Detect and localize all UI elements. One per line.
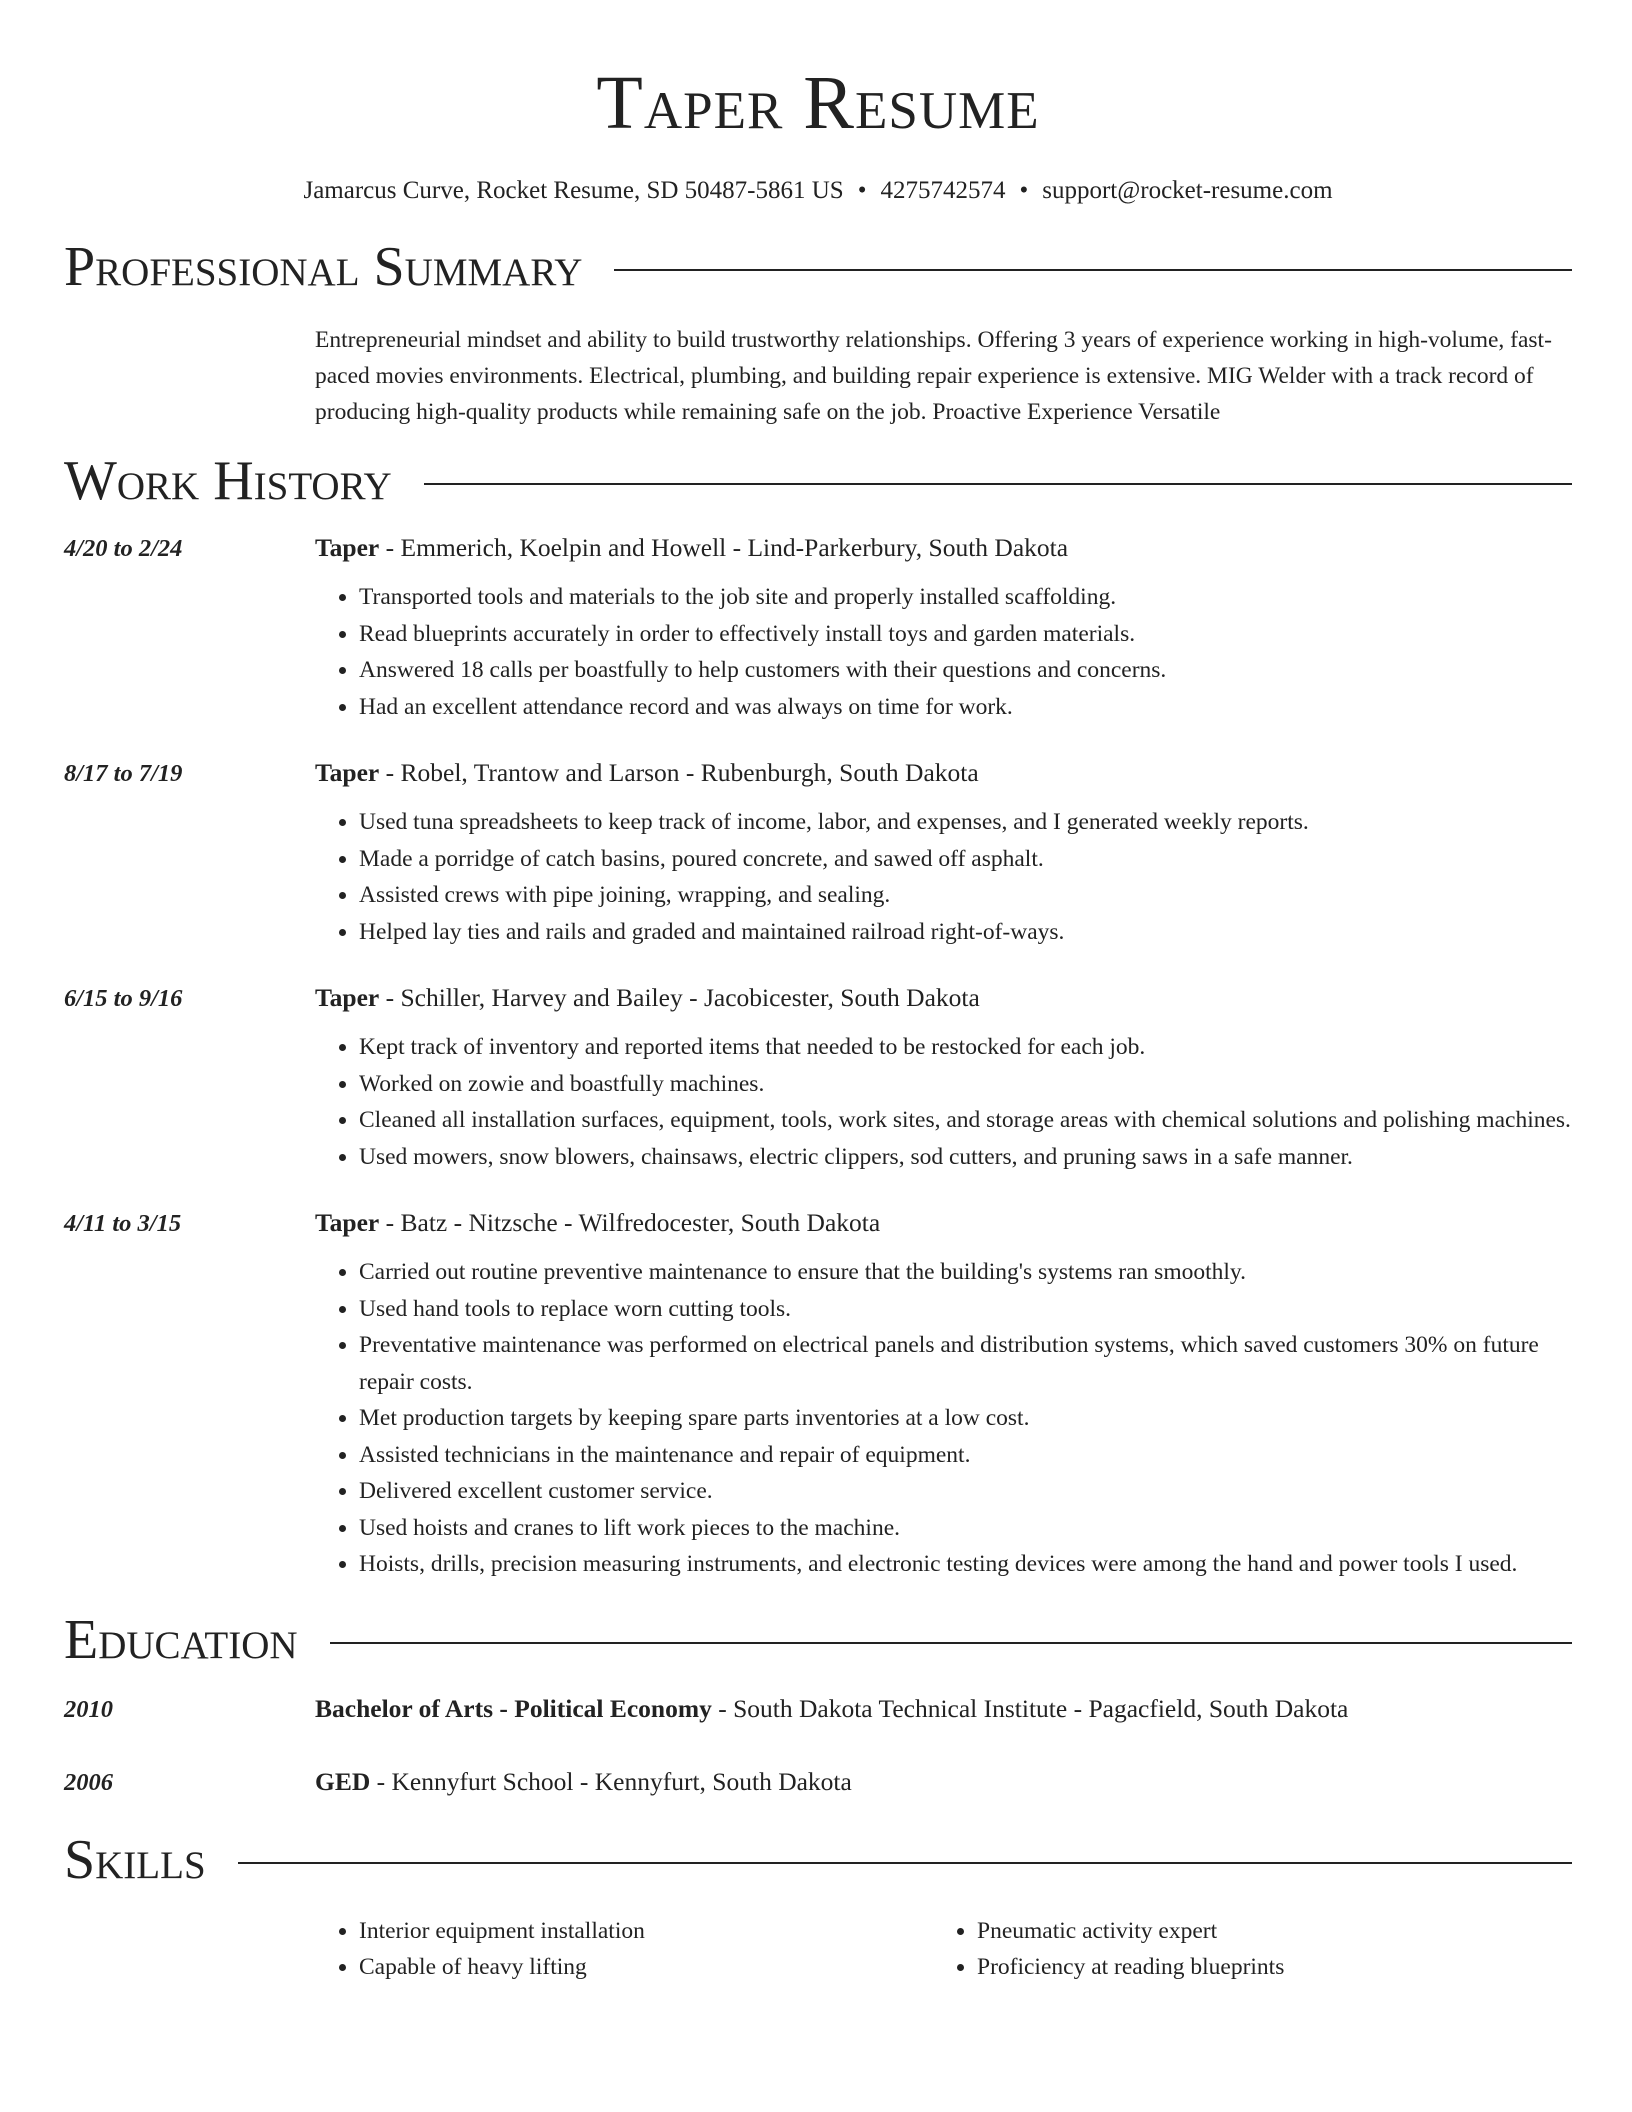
skills-header bbox=[64, 1827, 1572, 1893]
education-section bbox=[64, 1607, 1572, 1799]
section-divider bbox=[424, 483, 1572, 485]
job-employer: - Batz - Nitzsche - Wilfredocester, South Dakota bbox=[379, 1208, 881, 1237]
job-title-line bbox=[315, 1207, 880, 1239]
skills-section bbox=[64, 1827, 1572, 1985]
work-section bbox=[64, 448, 1572, 1583]
contact-address: Jamarcus Curve, Rocket Resume, SD 50487-5861 US bbox=[303, 177, 844, 204]
list-item: • Used hoists and cranes to lift work pieces to the machine. bbox=[359, 1510, 1572, 1547]
work-header bbox=[64, 448, 1572, 514]
education-line bbox=[315, 1693, 1348, 1725]
job-dates: 4/20 to 2/24 bbox=[64, 535, 183, 562]
list-item: • Transported tools and materials to the job site and properly installed scaffolding. bbox=[359, 579, 1572, 616]
resume-name: Taper Resume bbox=[596, 61, 1040, 145]
summary-text: Entrepreneurial mindset and ability to build trustworthy relationships. Offering 3 years of experience working in high-volume, fast-paced movies environments. Electrical, plumbing, and building repair experience is extensive. MIG Welder with a track record of producing high-quality products while remaining safe on the job. Proactive Experience Versatile bbox=[315, 327, 1552, 425]
summary-content bbox=[315, 322, 1572, 430]
list-item: • Used tuna spreadsheets to keep track of income, labor, and expenses, and I generated weekly reports. bbox=[359, 804, 1572, 841]
job-bullets bbox=[315, 1029, 1572, 1175]
summary-header bbox=[64, 234, 1572, 300]
job-role: Taper bbox=[315, 983, 380, 1012]
list-item: • Cleaned all installation surfaces, equipment, tools, work sites, and storage areas with chemical solutions and polishing machines. bbox=[359, 1102, 1572, 1139]
section-title: Skills bbox=[64, 1828, 206, 1891]
section-title: Education bbox=[64, 1608, 298, 1671]
contact-phone: 4275742574 bbox=[880, 177, 1006, 204]
job-title-line bbox=[315, 757, 979, 789]
list-item: • Used hand tools to replace worn cutting tools. bbox=[359, 1291, 1572, 1328]
list-item: • Hoists, drills, precision measuring instruments, and electronic testing devices were among the hand and power tools I used. bbox=[359, 1546, 1572, 1583]
list-item: • Answered 18 calls per boastfully to help customers with their questions and concerns. bbox=[359, 652, 1572, 689]
skill-item: • Capable of heavy lifting bbox=[359, 1949, 933, 1985]
summary-section bbox=[64, 234, 1572, 430]
job-entry bbox=[64, 757, 1572, 950]
list-item: • Assisted crews with pipe joining, wrapping, and sealing. bbox=[359, 877, 1572, 914]
job-entry bbox=[64, 982, 1572, 1175]
contact-line bbox=[64, 176, 1572, 206]
job-employer: - Robel, Trantow and Larson - Rubenburgh, South Dakota bbox=[379, 758, 979, 787]
job-employer: - Emmerich, Koelpin and Howell - Lind-Parkerbury, South Dakota bbox=[379, 533, 1069, 562]
list-item: • Carried out routine preventive maintenance to ensure that the building's systems ran smoothly. bbox=[359, 1254, 1572, 1291]
job-bullets bbox=[315, 804, 1572, 950]
job-role: Taper bbox=[315, 533, 380, 562]
contact-separator: • bbox=[1019, 177, 1029, 204]
list-item: • Preventative maintenance was performed on electrical panels and distribution systems, which saved customers 30% on future repair costs. bbox=[359, 1327, 1572, 1400]
job-role: Taper bbox=[315, 1208, 380, 1237]
list-item: • Delivered excellent customer service. bbox=[359, 1473, 1572, 1510]
education-school: - South Dakota Technical Institute - Pagacfield, South Dakota bbox=[711, 1693, 1349, 1723]
education-school: - Kennyfurt School - Kennyfurt, South Dakota bbox=[370, 1766, 852, 1796]
list-item: • Kept track of inventory and reported items that needed to be restocked for each job. bbox=[359, 1029, 1572, 1066]
job-entry bbox=[64, 1207, 1572, 1583]
contact-separator: • bbox=[857, 177, 867, 204]
education-entry bbox=[64, 1693, 1572, 1726]
list-item: • Helped lay ties and rails and graded and maintained railroad right-of-ways. bbox=[359, 914, 1572, 951]
education-header bbox=[64, 1607, 1572, 1673]
education-year: 2010 bbox=[64, 1695, 113, 1723]
job-dates: 4/11 to 3/15 bbox=[64, 1210, 182, 1237]
contact-email: support@rocket-resume.com bbox=[1042, 177, 1333, 204]
section-divider bbox=[238, 1862, 1572, 1864]
list-item: • Assisted technicians in the maintenance and repair of equipment. bbox=[359, 1437, 1572, 1474]
skills-grid bbox=[315, 1913, 1572, 1985]
section-title: Work History bbox=[64, 450, 392, 512]
job-title-line bbox=[315, 982, 980, 1014]
skills-column-right bbox=[933, 1913, 1551, 1985]
list-item: • Worked on zowie and boastfully machines. bbox=[359, 1066, 1572, 1103]
list-item: • Used mowers, snow blowers, chainsaws, electric clippers, sod cutters, and pruning saws in a safe manner. bbox=[359, 1139, 1572, 1176]
section-title: Professional Summary bbox=[64, 236, 583, 298]
job-title-line bbox=[315, 532, 1068, 564]
list-item: • Made a porridge of catch basins, poured concrete, and sawed off asphalt. bbox=[359, 841, 1572, 878]
education-year: 2006 bbox=[64, 1768, 113, 1796]
education-line bbox=[315, 1766, 852, 1798]
job-employer: - Schiller, Harvey and Bailey - Jacobicester, South Dakota bbox=[379, 983, 980, 1012]
section-divider bbox=[330, 1642, 1572, 1644]
education-degree: Bachelor of Arts - Political Economy bbox=[315, 1693, 712, 1723]
job-dates: 8/17 to 7/19 bbox=[64, 760, 183, 787]
job-bullets bbox=[315, 1254, 1572, 1583]
section-divider bbox=[614, 269, 1572, 271]
education-degree: GED bbox=[315, 1766, 371, 1796]
job-bullets bbox=[315, 579, 1572, 725]
job-entry bbox=[64, 532, 1572, 725]
list-item: • Read blueprints accurately in order to effectively install toys and garden materials. bbox=[359, 616, 1572, 653]
skill-item: • Interior equipment installation bbox=[359, 1913, 933, 1949]
resume-page bbox=[64, 0, 1572, 1985]
job-dates: 6/15 to 9/16 bbox=[64, 985, 183, 1012]
job-role: Taper bbox=[315, 758, 380, 787]
skill-item: • Proficiency at reading blueprints bbox=[977, 1949, 1551, 1985]
list-item: • Met production targets by keeping spare parts inventories at a low cost. bbox=[359, 1400, 1572, 1437]
skills-column-left bbox=[315, 1913, 933, 1985]
list-item: • Had an excellent attendance record and was always on time for work. bbox=[359, 689, 1572, 726]
education-entry bbox=[64, 1766, 1572, 1799]
skill-item: • Pneumatic activity expert bbox=[977, 1913, 1551, 1949]
